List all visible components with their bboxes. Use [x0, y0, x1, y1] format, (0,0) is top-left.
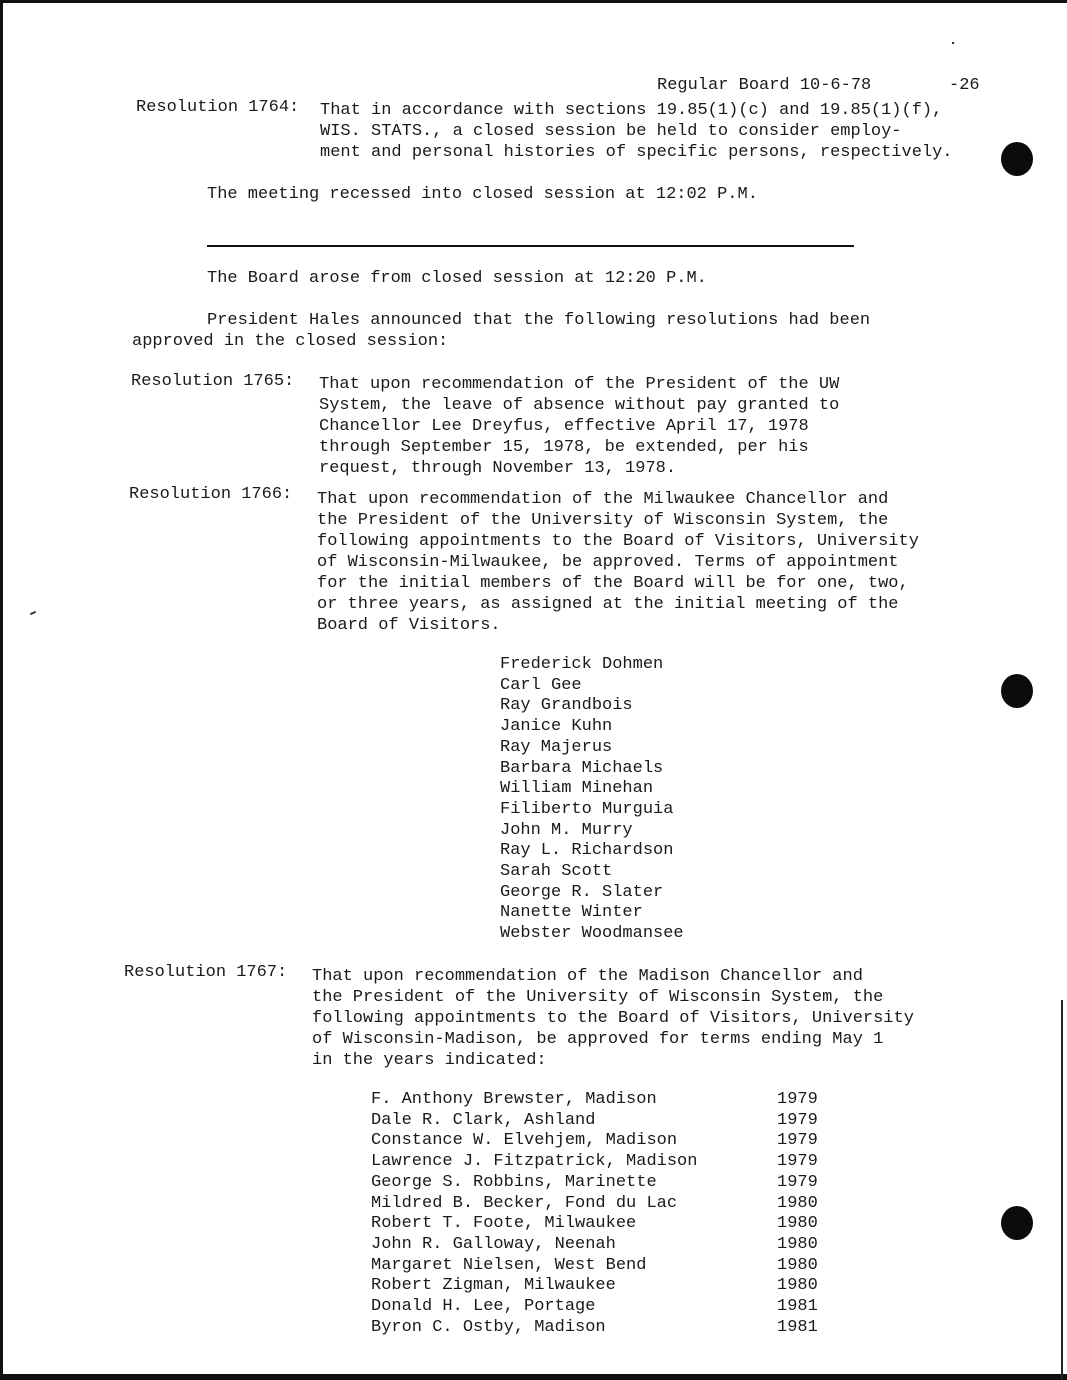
text-line: System, the leave of absence without pay granted to: [319, 396, 840, 415]
appointee-name: John R. Galloway, Neenah: [371, 1234, 616, 1254]
text-line: That upon recommendation of the Milwaukee Chancellor and: [317, 490, 889, 509]
text-line: WIS. STATS., a closed session be held to consider employ-: [320, 122, 902, 141]
scan-border-right: [1061, 1000, 1063, 1380]
text-line: That upon recommendation of the President of the UW: [319, 375, 840, 394]
list-item: Janice Kuhn: [500, 717, 613, 737]
list-item: George R. Slater: [500, 882, 664, 902]
appointee-name: Byron C. Ostby, Madison: [371, 1317, 606, 1337]
term-year: 1981: [777, 1317, 818, 1337]
table-row: [371, 1256, 818, 1277]
punch-hole-1: [1001, 142, 1033, 176]
text-line: the President of the University of Wisconsin System, the: [312, 988, 884, 1007]
madison-appointee-table: [371, 1090, 818, 1338]
table-row: [371, 1131, 818, 1152]
table-row: [371, 1173, 818, 1194]
list-item: John M. Murry: [500, 820, 633, 840]
term-year: 1979: [777, 1152, 818, 1172]
term-year: 1980: [777, 1193, 818, 1213]
punch-hole-2: [1001, 674, 1033, 708]
table-row: [371, 1090, 818, 1111]
table-row: [371, 1318, 818, 1339]
list-item: Sarah Scott: [500, 862, 613, 882]
table-row: [371, 1235, 818, 1256]
term-year: 1979: [777, 1172, 818, 1192]
page-number: -26: [949, 76, 980, 95]
table-row: [371, 1152, 818, 1173]
text-line: That in accordance with sections 19.85(1)(c) and 19.85(1)(f),: [320, 101, 943, 120]
text-line: following appointments to the Board of Visitors, University: [317, 532, 919, 551]
appointee-name: Donald H. Lee, Portage: [371, 1297, 596, 1317]
resolution-1767-text: [312, 966, 914, 1071]
term-year: 1979: [777, 1131, 818, 1151]
resolution-1766-label: Resolution 1766:: [129, 485, 293, 504]
text-line: for the initial members of the Board will be for one, two,: [317, 574, 909, 593]
arose-statement: The Board arose from closed session at 12:20 P.M.: [207, 269, 707, 288]
milwaukee-appointee-list: [500, 655, 684, 945]
list-item: Ray Grandbois: [500, 696, 633, 716]
term-year: 1980: [777, 1214, 818, 1234]
table-row: [371, 1111, 818, 1132]
appointee-name: Robert Zigman, Milwaukee: [371, 1276, 616, 1296]
scan-speck: [30, 611, 36, 615]
text-line: ment and personal histories of specific persons, respectively.: [320, 143, 953, 162]
term-year: 1979: [777, 1110, 818, 1130]
term-year: 1980: [777, 1276, 818, 1296]
text-line: or three years, as assigned at the initial meeting of the: [317, 595, 899, 614]
list-item: Nanette Winter: [500, 903, 643, 923]
text-line: the President of the University of Wisconsin System, the: [317, 511, 889, 530]
recess-statement: The meeting recessed into closed session at 12:02 P.M.: [207, 185, 758, 204]
text-line: approved in the closed session:: [132, 332, 449, 351]
appointee-name: Constance W. Elvehjem, Madison: [371, 1131, 678, 1151]
scan-border-left: [0, 0, 3, 1380]
text-line: President Hales announced that the following resolutions had been: [207, 311, 871, 330]
list-item: Filiberto Murguia: [500, 799, 674, 819]
header-title: Regular Board 10-6-78: [657, 76, 872, 95]
appointee-name: Dale R. Clark, Ashland: [371, 1110, 596, 1130]
table-row: [371, 1297, 818, 1318]
list-item: Frederick Dohmen: [500, 655, 664, 674]
text-line: of Wisconsin-Milwaukee, be approved. Terms of appointment: [317, 553, 899, 572]
announcement: [132, 310, 870, 352]
list-item: William Minehan: [500, 779, 654, 799]
list-item: Carl Gee: [500, 675, 582, 695]
scan-speck: [952, 42, 954, 44]
term-year: 1979: [777, 1090, 818, 1109]
term-year: 1981: [777, 1297, 818, 1317]
text-line: request, through November 13, 1978.: [319, 459, 677, 478]
appointee-name: F. Anthony Brewster, Madison: [371, 1090, 657, 1109]
divider-line: [207, 245, 854, 247]
resolution-1766-text: [317, 489, 919, 636]
scan-border-top: [0, 0, 1067, 3]
resolution-1764-text: [320, 100, 953, 163]
text-line: following appointments to the Board of Visitors, University: [312, 1009, 914, 1028]
list-item: Ray Majerus: [500, 737, 613, 757]
appointee-name: Margaret Nielsen, West Bend: [371, 1255, 647, 1275]
text-line: through September 15, 1978, be extended, per his: [319, 438, 809, 457]
text-line: of Wisconsin-Madison, be approved for terms ending May 1: [312, 1030, 884, 1049]
scan-border-bottom: [0, 1374, 1067, 1380]
list-item: Barbara Michaels: [500, 758, 664, 778]
punch-hole-3: [1001, 1206, 1033, 1240]
resolution-1764-label: Resolution 1764:: [136, 98, 300, 117]
resolution-1767-label: Resolution 1767:: [124, 963, 288, 982]
appointee-name: George S. Robbins, Marinette: [371, 1172, 657, 1192]
term-year: 1980: [777, 1234, 818, 1254]
text-line: in the years indicated:: [312, 1051, 547, 1070]
list-item: Ray L. Richardson: [500, 841, 674, 861]
appointee-name: Lawrence J. Fitzpatrick, Madison: [371, 1152, 698, 1172]
text-line: Chancellor Lee Dreyfus, effective April 17, 1978: [319, 417, 809, 436]
appointee-name: Mildred B. Becker, Fond du Lac: [371, 1193, 678, 1213]
list-item: Webster Woodmansee: [500, 924, 684, 944]
term-year: 1980: [777, 1255, 818, 1275]
text-line: Board of Visitors.: [317, 616, 501, 635]
appointee-name: Robert T. Foote, Milwaukee: [371, 1214, 637, 1234]
table-row: [371, 1194, 818, 1215]
resolution-1765-label: Resolution 1765:: [131, 372, 295, 391]
resolution-1765-text: [319, 374, 839, 479]
table-row: [371, 1214, 818, 1235]
table-row: [371, 1276, 818, 1297]
text-line: That upon recommendation of the Madison Chancellor and: [312, 967, 863, 986]
